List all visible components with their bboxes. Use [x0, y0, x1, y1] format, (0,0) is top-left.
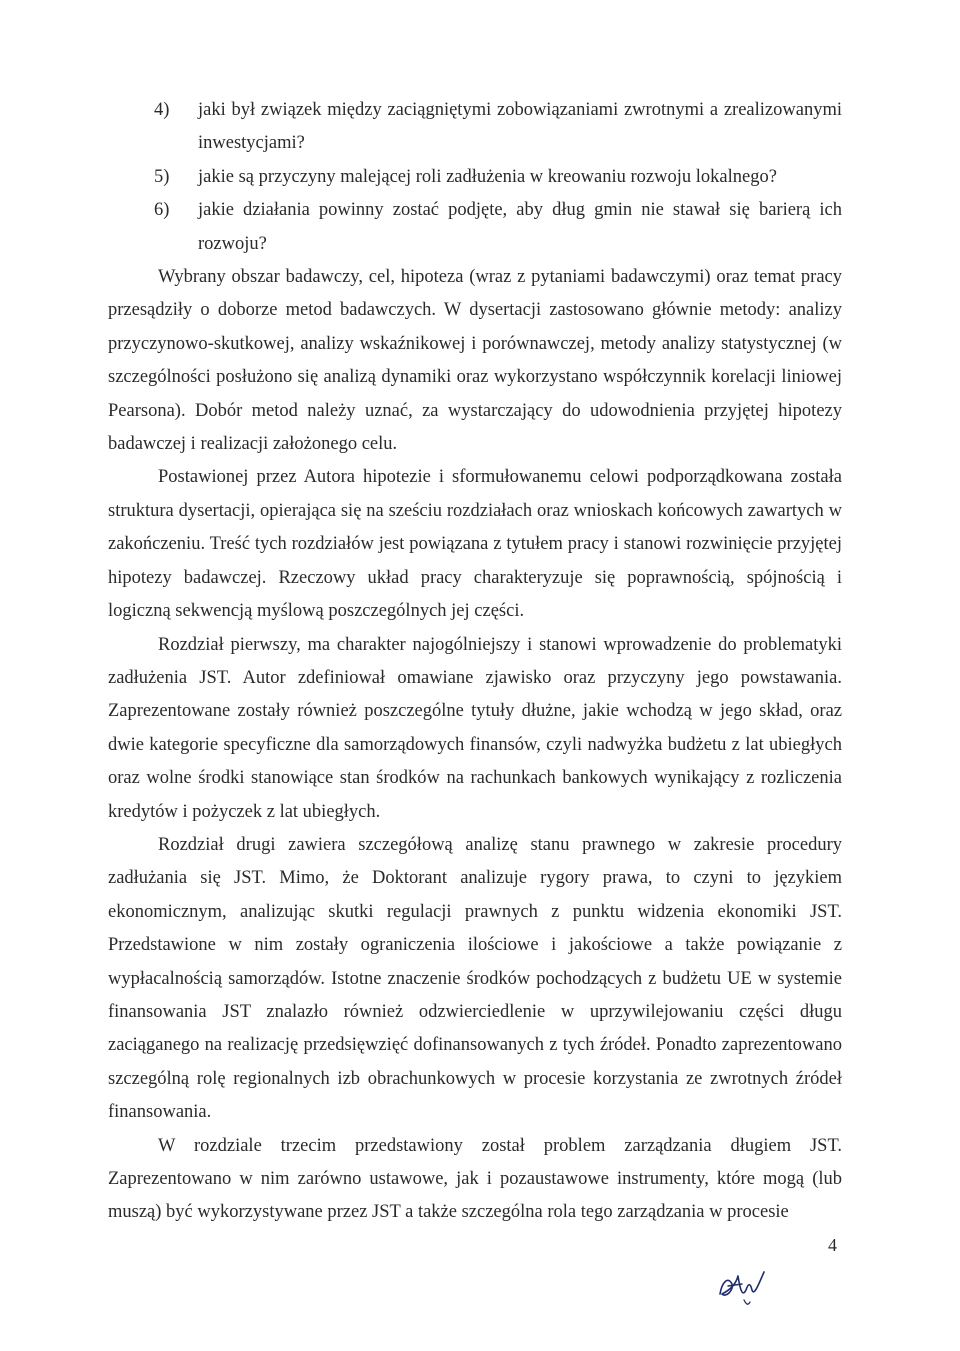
paragraph-chapter-two: Rozdział drugi zawiera szczegółową analizę stanu prawnego w zakresie procedury zadłużania się JST. Mimo, że Doktorant analizuje rygory prawa, to czyni to językiem ekonomicznym, analizując skutki regulacji prawnych z punktu widzenia ekonomiki JST. Przedstawione w nim zostały ograniczenia ilościowe i jakościowe a także powiązanie z wypłacalnością samorządów. Istotne znaczenie środków pochodzących z budżetu UE w systemie finansowania JST znalazło również odzwierciedlenie w uprzywilejowaniu części długu zaciąganego na realizację przedsięwzięć dofinansowanych z tych źródeł. Ponadto zaprezentowano szczególną rolę regionalnych izb obrachunkowych w procesie korzystania ze zwrotnych źródeł finansowania. [108, 834, 842, 1123]
paragraph-methods: Wybrany obszar badawczy, cel, hipoteza (wraz z pytaniami badawczymi) oraz temat pracy przesądziły o doborze metod badawczych. W dysertacji zastosowano głównie metody: analizy przyczynowo-skutkowej, analizy wskaźnikowej i porównawczej, metody analizy statystycznej (w szczególności posłużono się analizą dynamiki oraz wykorzystano współczynnik korelacji liniowej Pearsona). Dobór metod należy uznać, za wystarczający do udowodnienia przyjętej hipotezy badawczej i realizacji założonego celu. [108, 267, 842, 455]
page-number: 4 [828, 1235, 837, 1255]
list-item [108, 161, 842, 194]
list-item-number: 4) [154, 100, 170, 120]
list-item-number: 6) [154, 200, 170, 221]
list-item-text: jaki był związek między zaciągniętymi zobowiązaniami zwrotnymi a zrealizowanymi inwestycjami? [198, 100, 842, 154]
list-item-text: jakie są przyczyny malejącej roli zadłużenia w kreowaniu rozwoju lokalnego? [198, 166, 777, 187]
list-item-number: 5) [154, 166, 170, 187]
document-body [108, 94, 842, 1230]
list-item-text: jakie działania powinny zostać podjęte, aby dług gmin nie stawał się barierą ich rozwoju? [198, 200, 842, 254]
paragraph-chapter-one: Rozdział pierwszy, ma charakter najogólniejszy i stanowi wprowadzenie do problematyki zadłużenia JST. Autor zdefiniował omawiane zjawisko oraz przyczyny jego powstawania. Zaprezentowane zostały również poszczególne tytuły dłużne, jakie wchodzą w jego skład, oraz dwie kategorie specyficzne dla samorządowych finansów, czyli nadwyżka budżetu z lat ubiegłych oraz wolne środki stanowiące stan środków na rachunkach bankowych wynikający z rozliczenia kredytów i pożyczek z lat ubiegłych. [108, 634, 842, 822]
paragraph-structure: Postawionej przez Autora hipotezie i sformułowanemu celowi podporządkowana została struktura dysertacji, opierająca się na sześciu rozdziałach oraz wnioskach końcowych zawartych w zakończeniu. Treść tych rozdziałów jest powiązana z tytułem pracy i stanowi rozwinięcie przyjętej hipotezy badawczej. Rzeczowy układ pracy charakteryzuje się poprawnością, spójnością i logiczną sekwencją myślową poszczególnych jej części. [108, 467, 842, 622]
list-item [108, 94, 842, 161]
list-item [108, 194, 842, 261]
paragraph-chapter-three: W rozdziale trzecim przedstawiony został problem zarządzania długiem JST. Zaprezentowano w nim zarówno ustawowe, jak i pozaustawowe instrumenty, które mogą (lub muszą) być wykorzystywane przez JST a także szczególna rola tego zarządzania w procesie [108, 1135, 842, 1223]
signature-icon [712, 1264, 772, 1312]
